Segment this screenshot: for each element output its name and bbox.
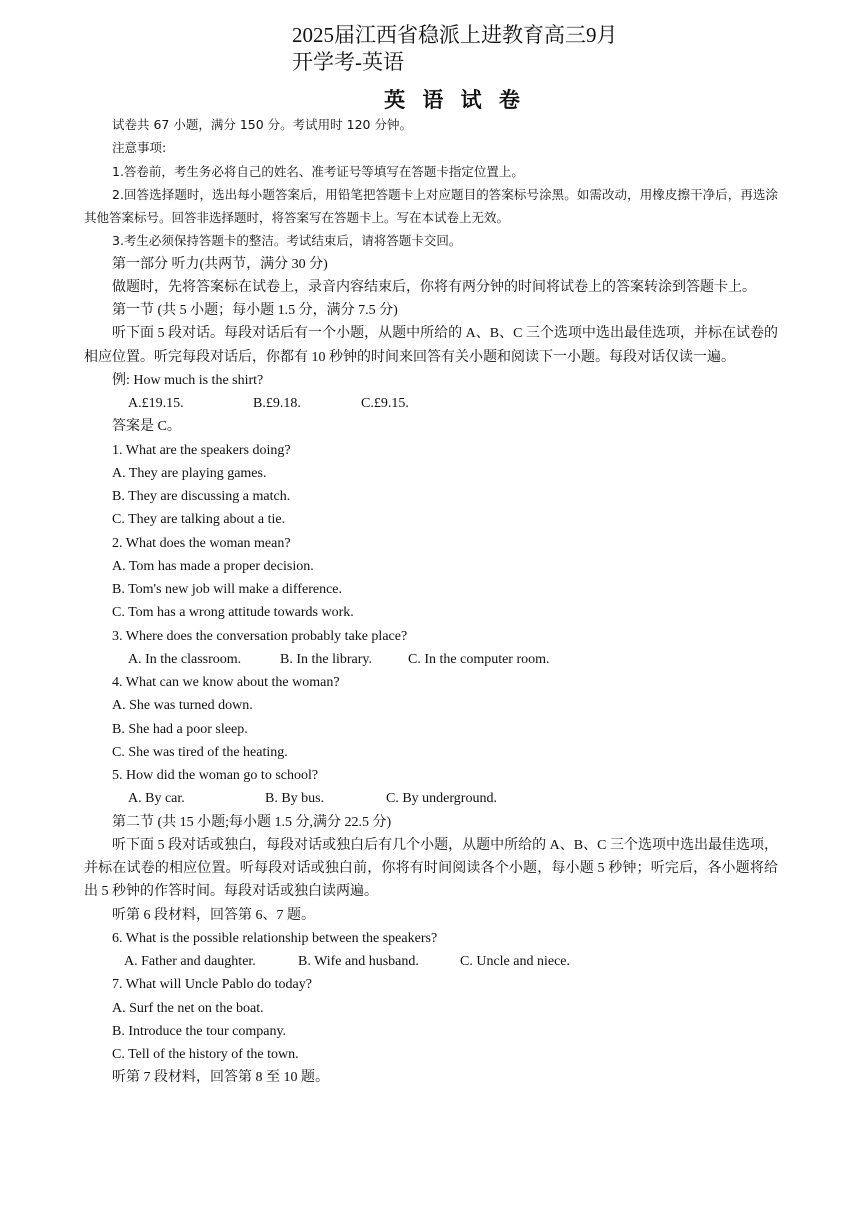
question-2-option-b: B. Tom's new job will make a difference. — [112, 582, 343, 597]
question-5: 5. How did the woman go to school? — [112, 768, 319, 783]
question-7-option-a: A. Surf the net on the boat. — [112, 1000, 264, 1016]
question-6-options — [84, 950, 778, 973]
question-2-option-c: C. Tom has a wrong attitude towards work. — [112, 605, 354, 621]
question-3-option-c: C. In the computer room. — [408, 651, 550, 667]
question-1-option-c: C. They are talking about a tie. — [112, 512, 286, 528]
question-3: 3. Where does the conversation probably take place? — [112, 628, 408, 644]
section1-instruction: 听下面 5 段对话。每段对话后有一个小题，从题中所给的 A、B、C 三个选项中选出最佳选项，并标在试卷的相应位置。听完每段对话后，你都有 10 秒钟的时间来回答有关小题和阅读下一小题。每段对话仅读一遍。 — [84, 326, 778, 365]
note-3: 3.考生必须保持答题卡的整洁。考试结束后，请将答题卡交回。 — [112, 233, 462, 249]
question-6: 6. What is the possible relationship between the speakers? — [112, 930, 438, 946]
part1-instruction: 做题时，先将答案标在试卷上，录音内容结束后，你将有两分钟的时间将试卷上的答案转涂到答题卡上。 — [112, 279, 756, 295]
question-5-options — [84, 787, 778, 810]
question-6-option-c: C. Uncle and niece. — [460, 954, 571, 969]
example-options — [84, 392, 778, 415]
question-4-option-c: C. She was tired of the heating. — [112, 744, 288, 760]
section2-heading: 第二节 (共 15 小题;每小题 1.5 分,满分 22.5 分) — [112, 814, 392, 830]
question-3-option-a: A. In the classroom. — [128, 651, 242, 667]
example-option-b: B.£9.18. — [253, 396, 301, 411]
example-answer: 答案是 C。 — [112, 419, 181, 435]
question-4-option-b: B. She had a poor sleep. — [112, 721, 248, 737]
question-1-option-a: A. They are playing games. — [112, 465, 267, 481]
question-5-option-c: C. By underground. — [386, 791, 497, 807]
question-5-option-b: B. By bus. — [265, 791, 325, 807]
example-question: 例: How much is the shirt? — [112, 372, 264, 388]
section2-instruction: 听下面 5 段对话或独白，每段对话或独白后有几个小题，从题中所给的 A、B、C 三个选项中选出最佳选项，并标在试卷的相应位置。听每段对话或独白前，你将有时间阅读各个小题，每小题 5 秒钟；听完后，各小题将给出 5 秒钟的作答时间。每段对话或独白读两遍。 — [84, 837, 778, 900]
document-title — [292, 22, 712, 76]
note-1: 1.答卷前，考生务必将自己的姓名、准考证号等填写在答题卡指定位置上。 — [112, 163, 524, 179]
question-7-option-b: B. Introduce the tour company. — [112, 1023, 287, 1039]
question-3-option-b: B. In the library. — [280, 651, 373, 667]
question-3-options — [84, 648, 778, 671]
question-7: 7. What will Uncle Pablo do today? — [112, 977, 312, 993]
note-2: 2.回答选择题时，选出每小题答案后，用铅笔把答题卡上对应题目的答案标号涂黑。如需改动，用橡皮擦干净后，再选涂其他答案标号。回答非选择题时，将答案写在答题卡上。写在本试卷上无效。 — [84, 186, 778, 225]
question-1: 1. What are the speakers doing? — [112, 442, 291, 458]
document-title-line-1: 2025届江西省稳派上进教育高三9月 — [292, 23, 618, 47]
question-5-option-a: A. By car. — [128, 791, 185, 807]
material-7-instruction: 听第 7 段材料，回答第 8 至 10 题。 — [112, 1070, 329, 1086]
question-4: 4. What can we know about the woman? — [112, 675, 340, 690]
document-title-line-2: 开学考-英语 — [292, 50, 404, 74]
question-2: 2. What does the woman mean? — [112, 535, 291, 551]
question-7-option-c: C. Tell of the history of the town. — [112, 1047, 299, 1062]
section1-heading: 第一节 (共 5 小题；每小题 1.5 分，满分 7.5 分) — [112, 303, 398, 318]
exam-intro: 试卷共 67 小题，满分 150 分。考试用时 120 分钟。 — [112, 117, 412, 132]
question-6-option-b: B. Wife and husband. — [298, 954, 419, 969]
part1-heading: 第一部分 听力(共两节，满分 30 分) — [112, 256, 328, 272]
notes-heading: 注意事项: — [112, 140, 167, 156]
exam-content — [84, 113, 778, 1090]
question-2-option-a: A. Tom has made a proper decision. — [112, 558, 314, 574]
example-option-a: A.£19.15. — [128, 396, 184, 411]
subject-title: 英 语 试 卷 — [384, 88, 526, 112]
question-6-option-a: A. Father and daughter. — [124, 954, 256, 969]
question-1-option-b: B. They are discussing a match. — [112, 489, 291, 504]
example-option-c: C.£9.15. — [361, 396, 409, 411]
material-6-instruction: 听第 6 段材料，回答第 6、7 题。 — [112, 907, 315, 923]
question-4-option-a: A. She was turned down. — [112, 698, 253, 714]
